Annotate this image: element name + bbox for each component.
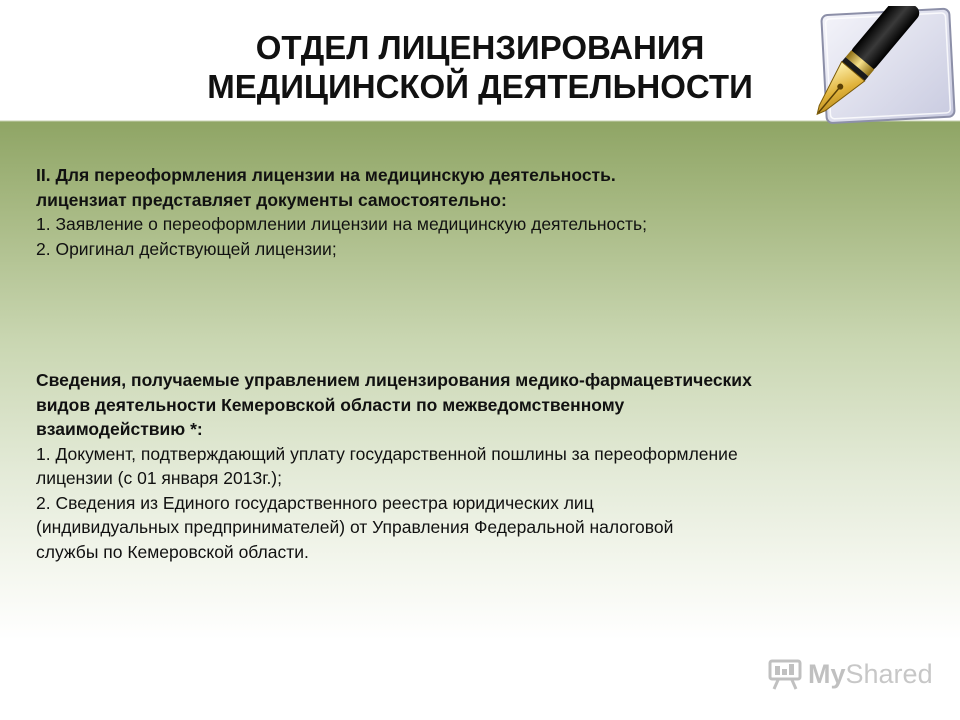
section1-heading-line1: II. Для переоформления лицензии на медицинскую деятельность.	[36, 165, 616, 185]
section1-item-1: 1. Заявление о переоформлении лицензии на медицинскую деятельность;	[36, 214, 647, 234]
watermark-text	[808, 659, 933, 690]
title-line-1: ОТДЕЛ ЛИЦЕНЗИРОВАНИЯ	[255, 29, 705, 66]
section1-heading-line2: лицензиат представляет документы самостоятельно:	[36, 189, 507, 210]
presentation-board-icon	[768, 658, 802, 690]
watermark-text-shared: Shared	[845, 658, 933, 689]
section2-heading-line1: Сведения, получаемые управлением лицензирования медико-фармацевтических	[36, 370, 752, 390]
myshared-watermark	[768, 656, 933, 692]
section2-heading-line2: видов деятельности Кемеровской области по межведомственному	[36, 394, 625, 415]
fountain-pen-icon	[806, 6, 956, 146]
slide-title	[100, 28, 860, 106]
section2-item-1-line1: 1. Документ, подтверждающий уплату государственной пошлины за переоформление	[36, 443, 738, 464]
section2-item-2-line3: службы по Кемеровской области.	[36, 541, 309, 562]
section2-heading-line3: взаимодействию *:	[36, 419, 203, 439]
section-interagency-information	[36, 368, 936, 564]
watermark-text-my: My	[808, 658, 846, 689]
title-line-2: МЕДИЦИНСКОЙ ДЕЯТЕЛЬНОСТИ	[207, 68, 753, 105]
section2-item-2-line2: (индивидуальных предпринимателей) от Управления Федеральной налоговой	[36, 517, 674, 537]
section2-item-2-line1: 2. Сведения из Единого государственного реестра юридических лиц	[36, 492, 594, 513]
section1-item-2: 2. Оригинал действующей лицензии;	[36, 238, 337, 259]
section2-item-1-line2: лицензии (с 01 января 2013г.);	[36, 468, 282, 488]
section-reissue-documents	[36, 163, 936, 261]
